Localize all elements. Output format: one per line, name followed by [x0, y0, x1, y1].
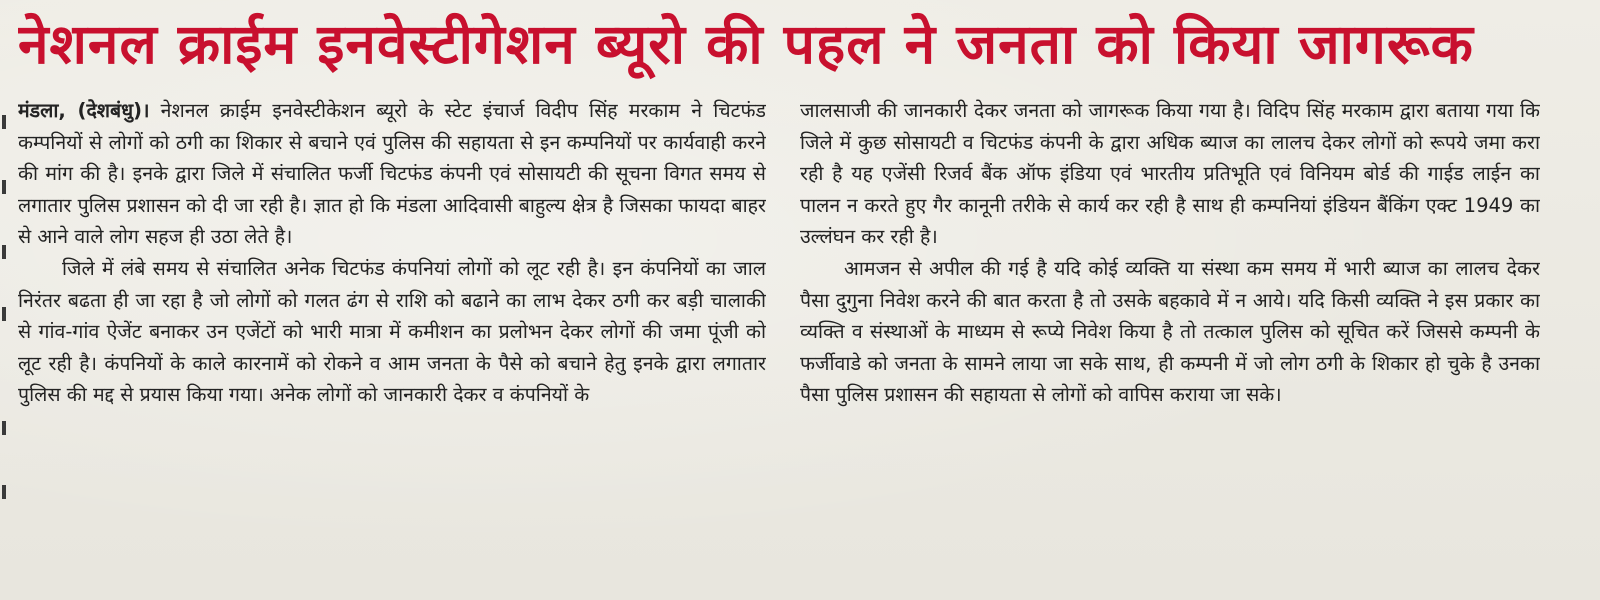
- dateline: मंडला, (देशबंधु)।: [18, 99, 150, 122]
- page-edge-fragments: [0, 95, 10, 595]
- article-paragraph: आमजन से अपील की गई है यदि कोई व्यक्ति या संस्था कम समय में भारी ब्याज का लालच देकर पैसा दुगुना निवेश करने की बात करता है तो उसके बहकावे में न आये। यदि किसी व्यक्ति ने इस प्रकार का व्यक्ति व संस्थाओं के माध्यम से रूप्ये निवेश किया है तो तत्काल पुलिस को सूचित करें जिससे कम्पनी के फर्जीवाडे को जनता के सामने लाया जा सके साथ, ही कम्पनी में जो लोग ठगी के शिकार हो चुके है उनका पैसा पुलिस प्रशासन की सहायता से लोगों को वापिस कराया जा सके।: [800, 256, 1540, 407]
- paragraph-text: नेशनल क्राईम इनवेस्टीकेशन ब्यूरो के स्टेट इंचार्ज विदीप सिंह मरकाम ने चिटफंड कम्पनियों से लोगों को ठगी का शिकार से बचाने एवं पुलिस की सहायता से इन कम्पनियों पर कार्यवाही करने की मांग की है। इनके द्वारा जिले में संचालित फर्जी चिटफंड कंपनी एवं सोसायटी की सूचना विगत समय से लगातार पुलिस प्रशासन को दी जा रही है। ज्ञात हो कि मंडला आदिवासी बाहुल्य क्षेत्र है जिसका फायदा बाहर से आने वाले लोग सहज ही उठा लेते है।: [18, 99, 766, 249]
- article-paragraph: [18, 95, 766, 253]
- article-column-left: [18, 95, 766, 595]
- headline: नेशनल क्राईम इनवेस्टीगेशन ब्यूरो की पहल ने जनता को किया जागरूक: [18, 12, 1474, 76]
- edge-fragment: [2, 115, 6, 129]
- edge-fragment: [2, 421, 6, 435]
- edge-fragment: [2, 245, 6, 259]
- article-paragraph: जालसाजी की जानकारी देकर जनता को जागरूक किया गया है। विदिप सिंह मरकाम द्वारा बताया गया कि जिले में कुछ सोसायटी व चिटफंड कंपनी के द्वारा अधिक ब्याज का लालच देकर लोगों को रूपये जमा करा रही है यह एजेंसी रिजर्व बैंक ऑफ इंडिया एवं भारतीय प्रतिभूति एवं विनियम बोर्ड की गाईड लाईन का पालन न करते हुए गैर कानूनी तरीके से कार्य कर रही है साथ ही कम्पनियां इंडियन बैंकिंग एक्ट 1949 का उल्लंघन कर रही है।: [800, 99, 1540, 249]
- edge-fragment: [2, 180, 6, 194]
- article-paragraph: जिले में लंबे समय से संचालित अनेक चिटफंड कंपनियां लोगों को लूट रही है। इन कंपनियों का जाल निरंतर बढता ही जा रहा है जो लोगों को गलत ढंग से राशि को बढाने का लाभ देकर ठगी कर बड़ी चालाकी से गांव-गांव ऐजेंट बनाकर उन एजेंटों को भारी मात्रा में कमीशन का प्रलोभन देकर लोगों की जमा पूंजी को लूट रही है। कंपनियों के काले कारनामें को रोकने व आम जनता के पैसे को बचाने हेतु इनके द्वारा लगातार पुलिस की मद्द से प्रयास किया गया। अनेक लोगों को जानकारी देकर व कंपनियों के: [18, 256, 766, 407]
- edge-fragment: [2, 307, 6, 321]
- edge-fragment: [2, 485, 6, 499]
- article-column-right: [800, 95, 1540, 595]
